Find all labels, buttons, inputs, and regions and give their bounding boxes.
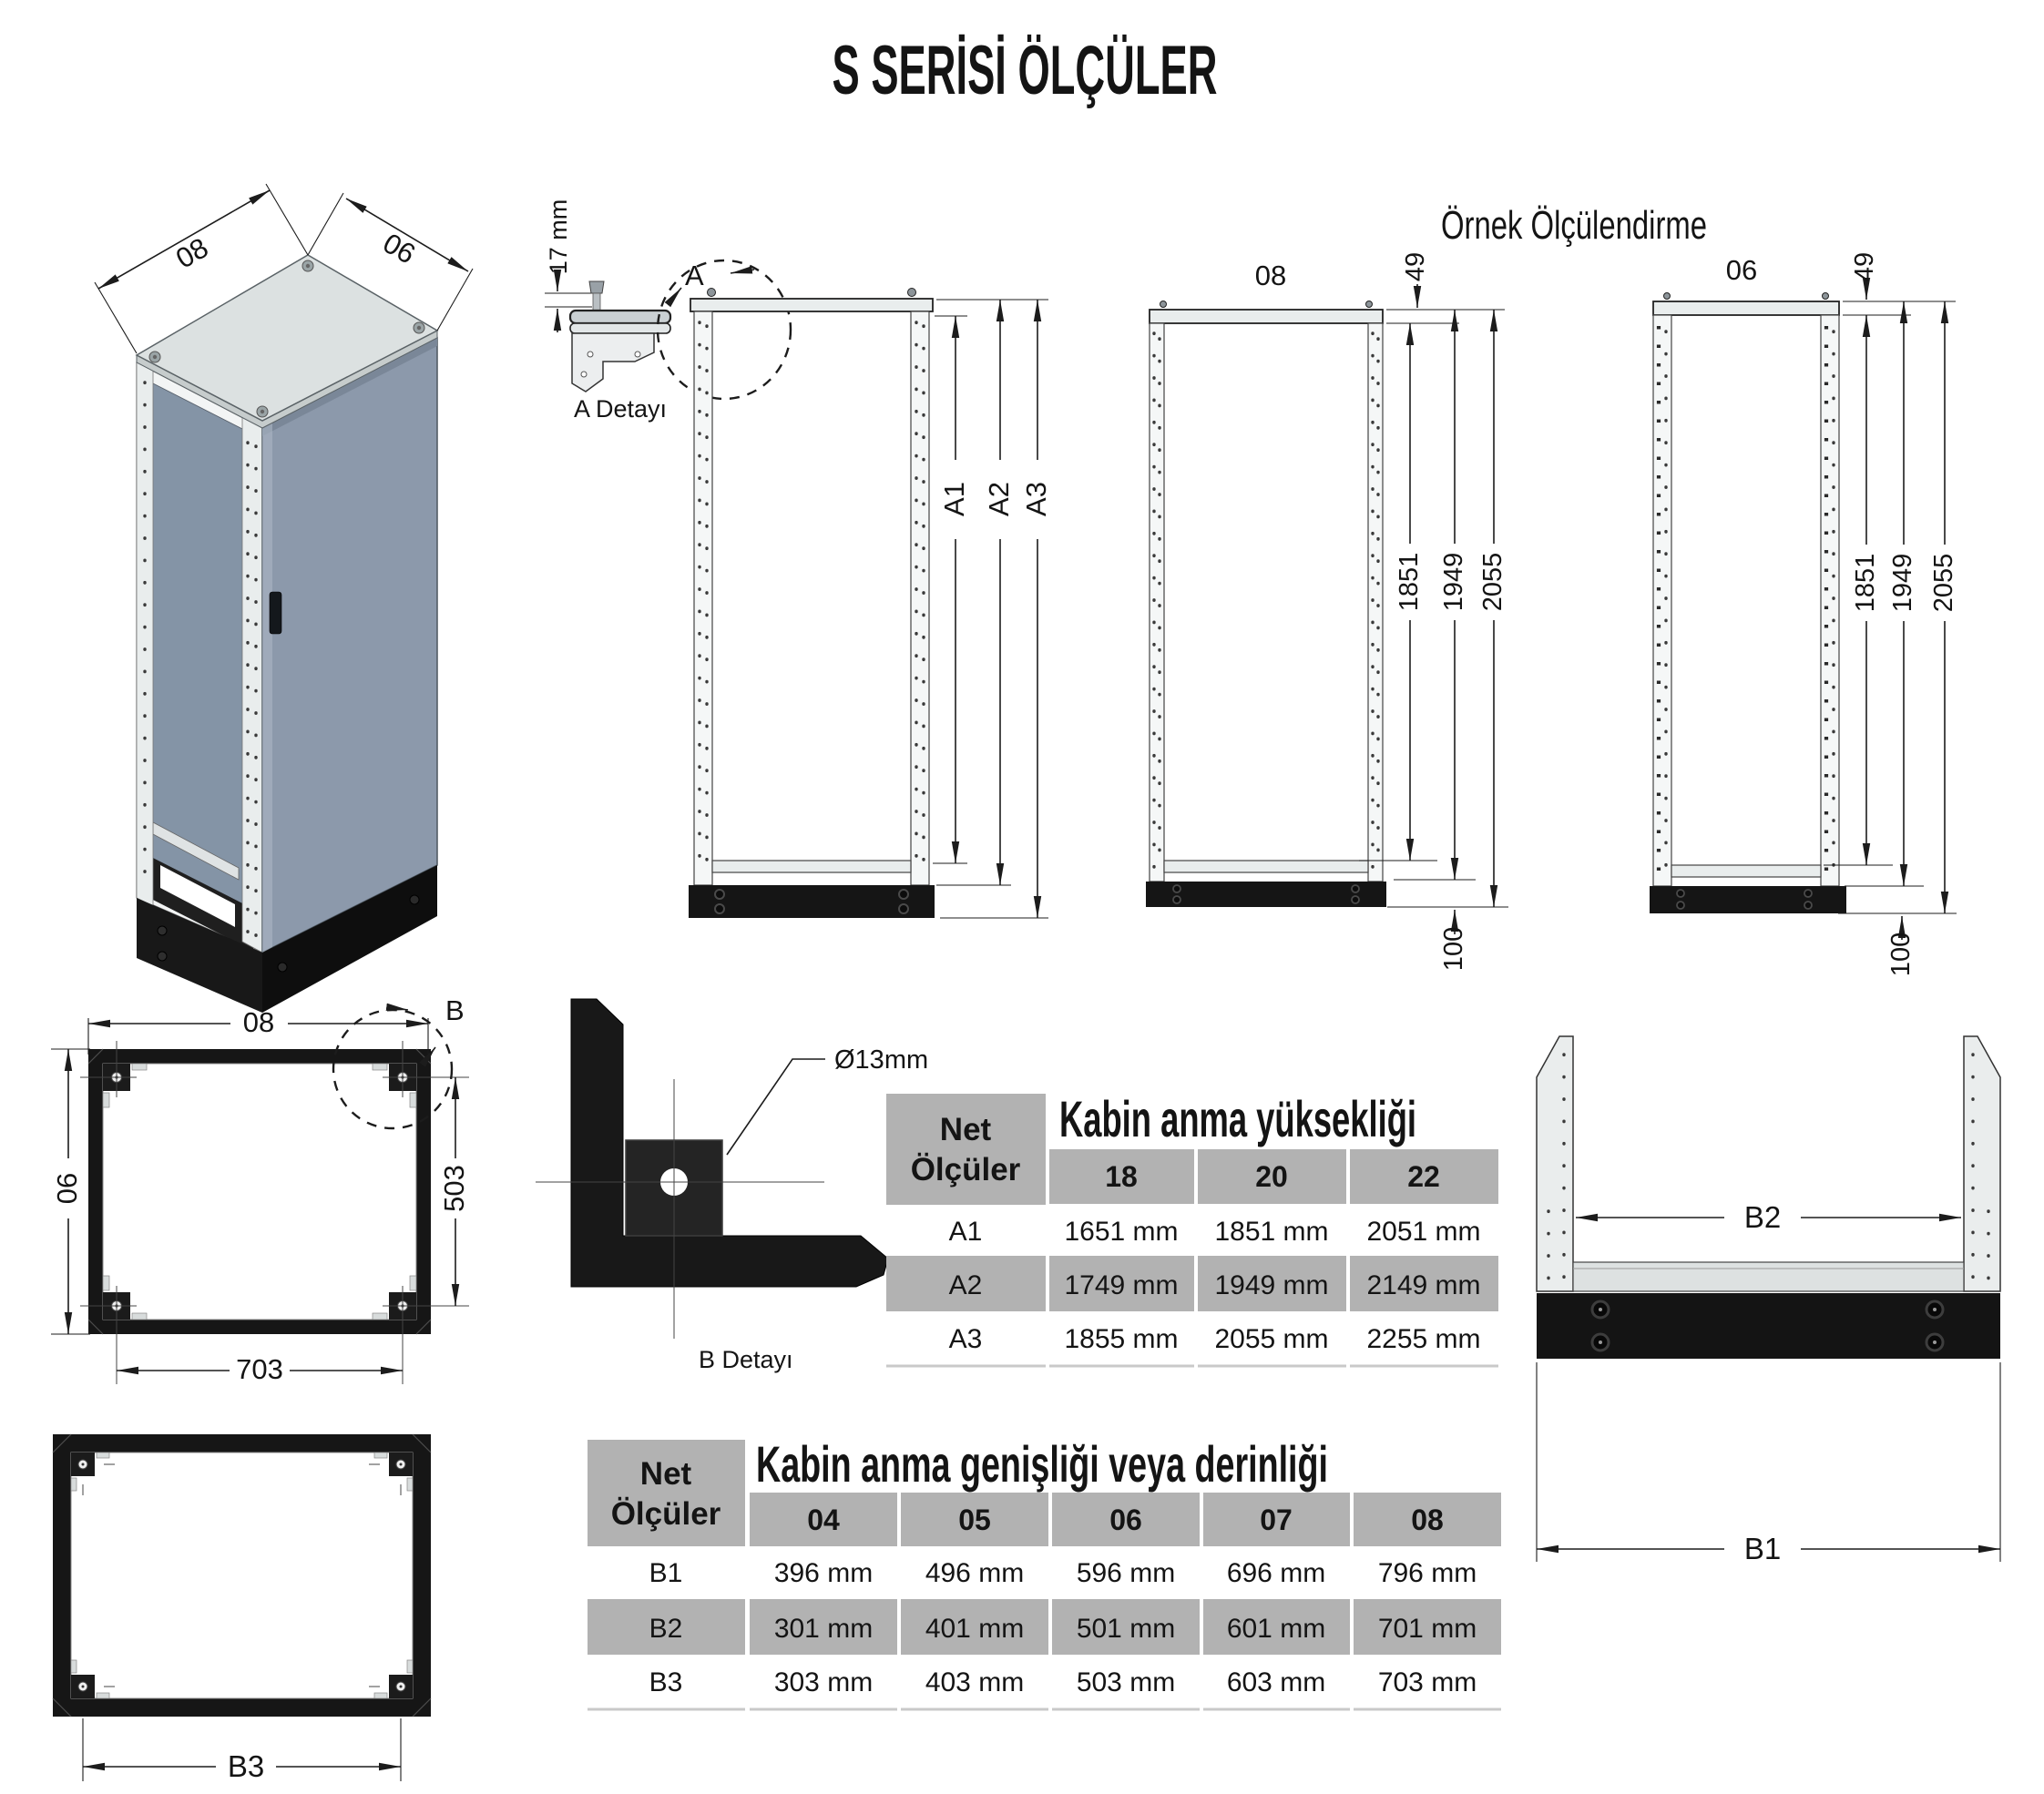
detail-b-caption: B Detayı: [699, 1346, 793, 1373]
b1-label: B1: [1743, 1532, 1782, 1565]
left-upright: [1537, 1036, 1573, 1291]
detail-a-caption: A Detayı: [574, 395, 668, 423]
section-view: [1537, 1036, 2000, 1565]
inset-49-label: 49: [1850, 251, 1879, 282]
front-view-06: [1650, 252, 1958, 976]
corner-line2: Ölçüler: [610, 1496, 721, 1532]
table-row: [649, 1558, 1477, 1588]
b3-label: B3: [227, 1749, 265, 1783]
height-table-title: Kabin anma yüksekliği: [1059, 1090, 1416, 1147]
corner-line1: Net: [639, 1456, 692, 1492]
plan-width-label: 08: [242, 1006, 275, 1038]
svg-text:1749 mm: 1749 mm: [1064, 1270, 1179, 1300]
frame-height-label: 1949: [1888, 553, 1917, 613]
iso-width-label: 08: [170, 231, 214, 275]
right-upright: [1964, 1036, 2000, 1291]
front-view-08: [1146, 252, 1508, 971]
a2-label: A2: [983, 482, 1015, 516]
svg-text:2055 mm: 2055 mm: [1214, 1324, 1329, 1354]
svg-text:1855 mm: 1855 mm: [1064, 1324, 1179, 1354]
col-header: 05: [958, 1503, 991, 1536]
svg-text:1651 mm: 1651 mm: [1064, 1217, 1179, 1247]
detail-a-circle: [658, 260, 791, 399]
svg-text:301 mm: 301 mm: [773, 1614, 874, 1644]
example-heading: Örnek Ölçülendirme: [1441, 203, 1707, 248]
detail-a-height-label: 17 mm: [545, 199, 572, 275]
b1-dimension: [1537, 1362, 2000, 1565]
dimension-a1: [933, 316, 970, 863]
iso-depth-label: 06: [377, 227, 421, 270]
plan-width-dimension: [88, 1006, 428, 1055]
door-panel: [262, 338, 437, 953]
svg-text:396 mm: 396 mm: [773, 1558, 874, 1588]
col-header: 18: [1105, 1160, 1138, 1193]
b2-label: B2: [1743, 1200, 1782, 1234]
perforation-dots: [1154, 333, 1378, 870]
detail-a-marker: A: [685, 260, 704, 291]
detail-b-marker: B: [445, 994, 465, 1026]
svg-text:403 mm: 403 mm: [925, 1667, 1025, 1697]
total-height-label: 2055: [1478, 552, 1507, 612]
page-title: S SERİSİ ÖLÇÜLER: [832, 32, 1218, 109]
width-08-label: 08: [1254, 260, 1287, 291]
svg-text:B3: B3: [649, 1667, 683, 1697]
width-table: [588, 1435, 1501, 1709]
width-table-title: Kabin anma genişliği veya derinliği: [756, 1435, 1328, 1493]
svg-text:303 mm: 303 mm: [773, 1667, 874, 1697]
inner-height-label: 1851: [1395, 552, 1424, 612]
svg-text:2149 mm: 2149 mm: [1366, 1270, 1481, 1300]
a1-label: A1: [938, 482, 970, 516]
table-row: [949, 1324, 1481, 1354]
front-view-generic: [689, 289, 1052, 919]
a3-label: A3: [1020, 482, 1052, 516]
svg-text:1851 mm: 1851 mm: [1214, 1217, 1329, 1247]
total-height-label: 2055: [1929, 553, 1958, 613]
svg-text:703 mm: 703 mm: [1377, 1667, 1477, 1697]
plinth-plan-view: [53, 1434, 431, 1783]
inset-49-label: 49: [1401, 251, 1430, 282]
svg-text:601 mm: 601 mm: [1226, 1614, 1326, 1644]
corner-line2: Ölçüler: [910, 1152, 1021, 1188]
svg-text:796 mm: 796 mm: [1377, 1558, 1477, 1588]
col-header: 22: [1407, 1160, 1440, 1193]
corner-cell: [886, 1094, 1046, 1205]
base-height-label: 100: [1439, 926, 1468, 972]
svg-text:503 mm: 503 mm: [1076, 1667, 1176, 1697]
svg-text:596 mm: 596 mm: [1076, 1558, 1176, 1588]
col-header: 07: [1260, 1503, 1293, 1536]
svg-text:701 mm: 701 mm: [1377, 1614, 1477, 1644]
svg-text:2255 mm: 2255 mm: [1366, 1324, 1481, 1354]
col-header: 20: [1255, 1160, 1288, 1193]
frame-height-label: 1949: [1439, 552, 1468, 612]
plan-inner-depth-dimension: [438, 1077, 470, 1306]
col-header: 06: [1109, 1503, 1142, 1536]
svg-text:696 mm: 696 mm: [1226, 1558, 1326, 1588]
cross-rail: [1573, 1262, 1964, 1291]
dimension-49: [1386, 252, 1505, 323]
svg-text:B1: B1: [649, 1558, 683, 1588]
perforation-dots: [1548, 1055, 1988, 1282]
plan-depth-dimension: [51, 1049, 90, 1334]
hole-diameter-label: Ø13mm: [834, 1045, 929, 1075]
corner-line1: Net: [939, 1112, 992, 1147]
perforation-squares: [1659, 326, 1834, 874]
svg-text:2051 mm: 2051 mm: [1366, 1217, 1481, 1247]
plan-inner-depth-label: 503: [438, 1165, 470, 1212]
table-row: [649, 1667, 1477, 1697]
svg-text:603 mm: 603 mm: [1226, 1667, 1326, 1697]
inner-height-label: 1851: [1851, 553, 1880, 613]
dimension-49: [1843, 252, 1956, 315]
col-header: 08: [1411, 1503, 1444, 1536]
base-plinth: [1146, 882, 1386, 907]
svg-text:A1: A1: [948, 1217, 983, 1247]
detail-b-drawing: [536, 999, 928, 1373]
table-row: [886, 1256, 1498, 1311]
dimension-a3: [940, 300, 1052, 918]
plan-inner-width-label: 703: [236, 1353, 283, 1385]
svg-text:A3: A3: [948, 1324, 983, 1354]
svg-text:496 mm: 496 mm: [925, 1558, 1025, 1588]
table-row: [588, 1599, 1501, 1655]
svg-text:1949 mm: 1949 mm: [1214, 1270, 1329, 1300]
plan-view-frame: [51, 994, 470, 1385]
door-handle: [270, 592, 281, 634]
col-header: 04: [807, 1503, 840, 1536]
b3-dimension: [83, 1718, 401, 1783]
base-plinth: [689, 885, 935, 918]
svg-text:401 mm: 401 mm: [925, 1614, 1025, 1644]
plan-depth-label: 06: [51, 1172, 83, 1205]
plan-inner-width-dimension: [117, 1353, 403, 1385]
base-height-label: 100: [1886, 932, 1916, 977]
dimension-100: [1439, 910, 1468, 971]
width-06-label: 06: [1725, 254, 1758, 286]
table-row: [949, 1217, 1481, 1247]
height-table: [886, 1090, 1498, 1366]
dimension-a2: [936, 300, 1048, 885]
dimension-100: [1886, 916, 1916, 976]
b2-dimension: [1576, 1200, 1961, 1234]
svg-text:A2: A2: [948, 1270, 983, 1300]
svg-text:501 mm: 501 mm: [1076, 1614, 1176, 1644]
isometric-cabinet: [95, 184, 473, 1013]
perforation-dots: [700, 322, 924, 874]
svg-text:B2: B2: [649, 1614, 683, 1644]
